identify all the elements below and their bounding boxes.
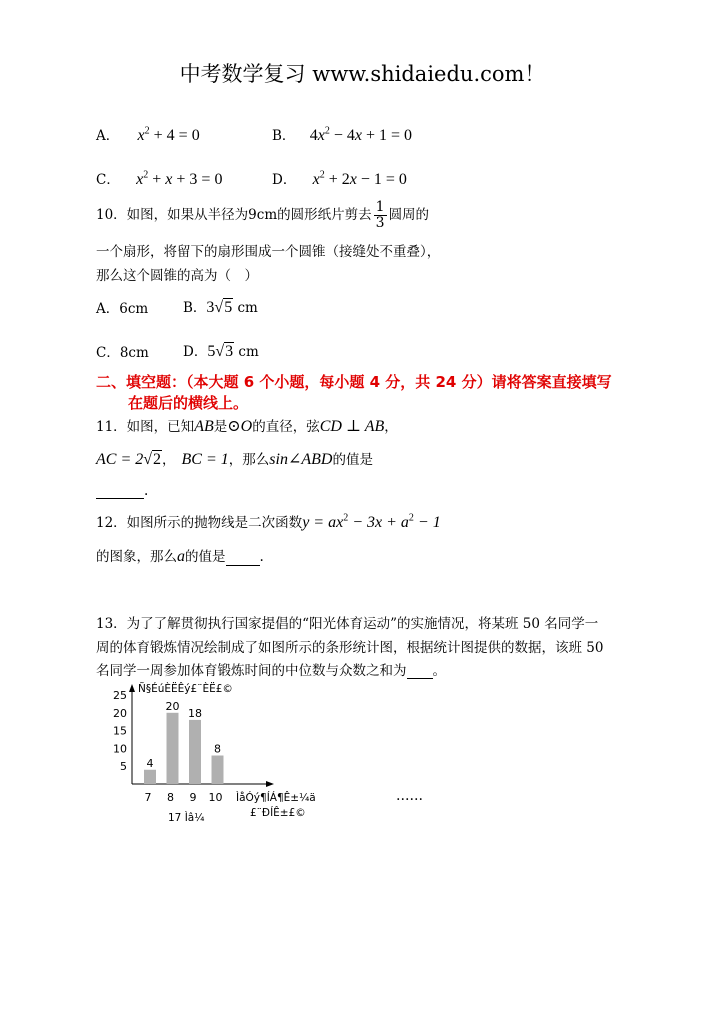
bar-chart (100, 676, 340, 832)
q13-line-2: 周的体育锻炼情况绘制成了如图所示的条形统计图，根据统计图提供的数据，该班 50 (96, 640, 604, 656)
answer-blank[interactable] (407, 677, 433, 679)
y-axis-arrow (129, 684, 135, 692)
y-tick-label: 10 (113, 742, 127, 756)
y-ticks (113, 689, 127, 773)
q10-option-d: D．5√3 cm (183, 343, 259, 360)
option-label: B． (272, 128, 296, 144)
q11-line-1: 11．如图，已知AB是⊙O的直径，弦CD ⊥ AB， (96, 418, 398, 435)
option-expr: $x^2 + 4 = 0$ (137, 125, 200, 144)
option-label: A． (96, 128, 120, 144)
x-tick-label: 8 (167, 791, 174, 804)
x-tick-label: 9 (189, 791, 197, 804)
q10-line-3: 那么这个圆锥的高为（ ） (96, 268, 258, 284)
q13-line-3: 名同学一周参加体育锻炼时间的中位数与众数之和为 。 (96, 663, 446, 679)
q11-line-2: AC = 2√2， BC = 1，那么sin∠ABD的值是 (96, 451, 373, 468)
bars (144, 700, 224, 784)
y-tick-label: 25 (113, 689, 127, 702)
option-expr: $x^2 + x + 3 = 0$ (136, 169, 223, 188)
chart-title: Ñ§ÉúÈËÊý£¨ÈË£© (138, 683, 233, 695)
option-label: D． (272, 172, 297, 188)
q13-line-1: 13．为了了解贯彻执行国家提倡的“阳光体育运动”的实施情况，将某班 50 名同学一 (96, 616, 599, 632)
fraction-one-third: $\frac{1}{3}$ (375, 199, 385, 231)
page-header: 中考数学复习 www.shidaiedu.com！ (179, 62, 546, 86)
q10-option-c: C．8cm (96, 345, 149, 361)
answer-blank[interactable] (96, 497, 144, 499)
q10-line-1 (96, 200, 429, 231)
bar-8 (167, 713, 179, 784)
section-heading-line-2: 在题后的横线上。 (128, 394, 249, 412)
y-tick-label: 5 (120, 760, 127, 774)
q10-text-b: 圆周的 (388, 207, 430, 223)
bar-value-label: 18 (188, 706, 202, 720)
q9-option-a (96, 124, 200, 145)
y-tick-label: 20 (113, 706, 127, 720)
q10-option-b: B．3√5 cm (183, 299, 258, 316)
bar-10 (212, 756, 224, 784)
bar-value-label: 20 (165, 699, 180, 713)
q9-option-c (96, 168, 222, 189)
q10-line-2: 一个扇形，将留下的扇形围成一个圆锥（接缝处不重叠）， (96, 244, 441, 260)
q9-option-b (272, 124, 412, 145)
x-axis-arrow (266, 781, 274, 787)
q10-text-a: 10．如图，如果从半径为9cm的圆形纸片剪去 (96, 207, 372, 223)
option-label: C． (96, 172, 120, 188)
q11-answer-line: . (96, 483, 148, 499)
bar-value-label: 4 (146, 756, 154, 770)
y-tick-label: 15 (113, 724, 127, 738)
chart-caption: 17 Ìâ¼ (168, 812, 205, 824)
option-expr: $4x^2 - 4x + 1 = 0$ (309, 125, 413, 144)
option-expr: $x^2 + 2x - 1 = 0$ (312, 169, 407, 188)
q12-line-2: 的图象，那么a的值是 . (96, 548, 264, 565)
section-heading-line-1: 二、填空题：（本大题 6 个小题，每小题 4 分，共 24 分）请将答案直接填写 (96, 373, 612, 391)
x-tick-label: 7 (144, 791, 152, 804)
bar-9 (189, 720, 201, 784)
trailing-dots: …… (396, 788, 423, 804)
x-tick-labels (145, 791, 223, 804)
x-tick-label: 10 (208, 791, 223, 804)
q10-option-a: A．6cm (96, 301, 149, 317)
x-axis-unit: £¨ÐÍÊ±£© (250, 807, 306, 819)
bar-value-label: 8 (214, 742, 221, 756)
x-axis-label: ÌåÓý¶ÍÁ¶Ê±¼ä (236, 792, 316, 804)
q9-option-d (272, 168, 407, 189)
answer-blank[interactable] (226, 564, 260, 566)
bar-7 (144, 770, 156, 784)
q12-line-1: 12．如图所示的抛物线是二次函数$y = ax^2 - 3x + a^2 - 1$ (96, 512, 441, 531)
